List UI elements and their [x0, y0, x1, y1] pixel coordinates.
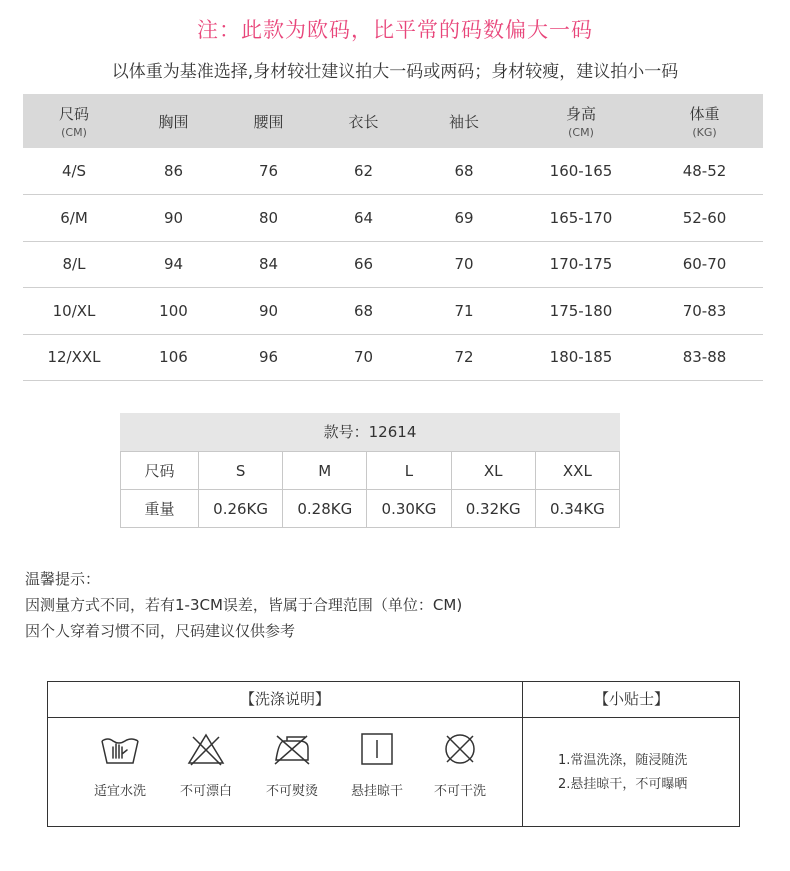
weight-value-row: 重量 0.26KG 0.28KG 0.30KG 0.32KG 0.34KG: [121, 490, 620, 528]
table-row: 10/XL 100 90 68 71 175-180 70-83: [23, 288, 763, 335]
table-row: 8/L 94 84 66 70 170-175 60-70: [23, 241, 763, 288]
tips-line-2: 因个人穿着习惯不同，尺码建议仅供参考: [25, 622, 296, 640]
tip-list: [558, 749, 687, 797]
euro-size-note: 注：此款为欧码，比平常的码数偏大一码: [197, 18, 593, 42]
weight-label: 重量: [121, 490, 199, 528]
wash-instructions-title: 【洗涤说明】: [239, 690, 330, 708]
tip-line-1: 1.常温洗涤，随浸随洗: [558, 753, 688, 768]
tip-line-2: 2.悬挂晾干，不可曝晒: [558, 777, 688, 792]
header-waist: 腰围: [222, 94, 315, 148]
care-divider-horizontal: [48, 717, 739, 718]
care-item-no-dry-clean: 不可干洗: [420, 732, 500, 799]
header-weight: 体重 (KG): [646, 94, 763, 148]
header-sleeve: 袖长: [412, 94, 516, 148]
header-length: 衣长: [315, 94, 412, 148]
size-chart-table: [23, 94, 763, 381]
care-item-no-bleach: 不可漂白: [166, 732, 246, 799]
care-instructions-box: [47, 681, 740, 827]
header-height: 身高 (CM): [516, 94, 646, 148]
header-chest: 胸围: [125, 94, 222, 148]
no-iron-icon: [271, 732, 313, 766]
table-row: 4/S 86 76 62 68 160-165 48-52: [23, 148, 763, 195]
tips-box-title: 【小贴士】: [593, 690, 669, 708]
header-size: 尺码 (CM): [23, 94, 125, 148]
care-item-hang-dry: 悬挂晾干: [337, 732, 417, 799]
tips-line-1: 因测量方式不同，若有1-3CM误差，皆属于合理范围（单位：CM): [25, 596, 463, 614]
tips-title: 温馨提示：: [25, 570, 101, 588]
tips-block: [25, 566, 462, 644]
size-label: 尺码: [121, 452, 199, 490]
table-row: 6/M 90 80 64 69 165-170 52-60: [23, 195, 763, 242]
size-table-header-row: [23, 94, 763, 148]
hang-dry-icon: [356, 732, 398, 766]
no-bleach-icon: [185, 732, 227, 766]
hand-wash-icon: [99, 732, 141, 766]
weight-size-row: 尺码 S M L XL XXL: [121, 452, 620, 490]
no-dry-clean-icon: [439, 732, 481, 766]
weight-table: [120, 451, 620, 528]
table-row: 12/XXL 106 96 70 72 180-185 83-88: [23, 334, 763, 381]
care-item-no-iron: 不可熨烫: [252, 732, 332, 799]
size-advice: 以体重为基准选择,身材较壮建议拍大一码或两码；身材较瘦，建议拍小一码: [111, 62, 679, 82]
style-number-title: 款号：12614: [120, 413, 620, 451]
care-item-hand-wash: 适宜水洗: [80, 732, 160, 799]
